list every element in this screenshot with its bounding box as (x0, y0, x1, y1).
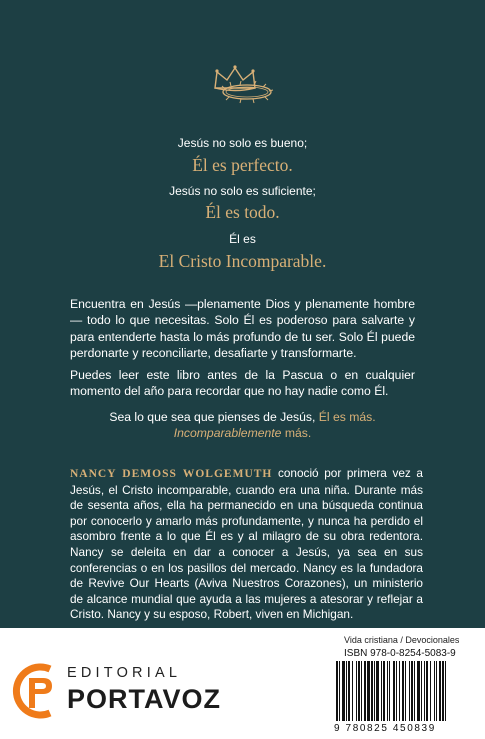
intro-line-2: Él es perfecto. (192, 155, 293, 175)
body-paragraph-1: Encuentra en Jesús —plenamente Dios y plenamente hombre— todo lo que necesitas. Solo Él es poderoso para salvarte y para entenderte hasta lo más profundo de tu ser. Solo Él puede perdonarte y reconciliarte, desafiarte y transformarte. (70, 297, 415, 360)
author-bio (70, 466, 423, 623)
tagline-part-4: más. (281, 426, 312, 440)
intro-line-6: El Cristo Incomparable. (158, 251, 327, 271)
tagline-part-1: Sea lo que sea que pienses de Jesús, (109, 410, 319, 424)
body-paragraph-2: Puedes leer este libro antes de la Pascua o en cualquier momento del año para recordar que no hay nadie como Él. (70, 368, 415, 399)
footer-panel (0, 628, 485, 739)
crown-and-thorns-icon (207, 62, 279, 104)
tagline (0, 409, 485, 441)
tagline-part-2: Él es más. (318, 410, 376, 424)
tagline-part-3: Incomparablemente (173, 426, 282, 440)
author-name: NANCY DEMOSS WOLGEMUTH (70, 468, 273, 480)
author-bio-text: conoció por primera vez a Jesús, el Cristo incomparable, cuando era una niña. Durante más de sesenta años, ella ha permanecido en una búsqueda continua por conocerlo y amarlo más profundamente, y nunca ha perdido el asombro frente a lo que Él es y al milagro de su obra redentora. Nancy se deleita en dar a conocer a Jesús, ya sea en sus conferencias o en los pasillos del mercado. Nancy es la fundadora de Revive Our Hearts (Aviva Nuestros Corazones), un ministerio de alcance mundial que ayuda a las mujeres a atesorar y reflejar a Cristo. Nancy y su esposo, Robert, viven en Michigan. (70, 466, 423, 622)
intro-line-4: Él es todo. (205, 202, 280, 222)
intro-line-3: Jesús no solo es suficiente; (169, 184, 316, 198)
intro-line-1: Jesús no solo es bueno; (177, 136, 308, 150)
intro-line-5: Él es (229, 232, 256, 246)
portavoz-logo-icon (12, 661, 62, 721)
category-label: Vida cristiana / Devocionales (344, 635, 460, 645)
barcode-number: 9 780825 450839 (334, 723, 436, 734)
barcode-icon (334, 661, 473, 721)
publisher-name-line-2: PORTAVOZ (67, 684, 221, 714)
isbn-label: ISBN 978-0-8254-5083-9 (344, 648, 456, 659)
publisher-name-line-1: EDITORIAL (67, 665, 182, 681)
